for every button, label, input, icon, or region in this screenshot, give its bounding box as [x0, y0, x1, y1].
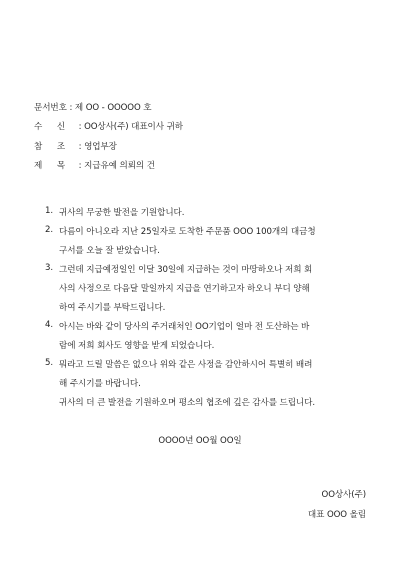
- sender-representative: 대표 OOO 올림: [307, 510, 366, 520]
- doc-number-row: 문서번호 : 제 OO - OOOOO 호: [34, 103, 152, 113]
- item-number: 4.: [45, 320, 53, 330]
- closing-text: 귀사의 더 큰 발전을 기원하오며 평소의 협조에 깊은 감사를 드립니다.: [59, 398, 315, 408]
- recipient-value: OO상사(주) 대표이사 귀하: [84, 122, 183, 132]
- recipient-label: 수 신: [34, 122, 66, 132]
- item-line: 사의 사정으로 다음달 말일까지 지급을 연기하고자 하오니 부디 양해: [59, 284, 310, 294]
- reference-row: 참 조 : 영업부장: [34, 142, 117, 152]
- document-date: OOOO년 OO월 OO일: [158, 436, 242, 446]
- item-number: 5.: [45, 358, 53, 368]
- item-line: 구서를 오늘 잘 받았습니다.: [59, 246, 160, 256]
- item-number: 3.: [45, 263, 53, 273]
- item-line: 해 주시기를 바랍니다.: [59, 379, 141, 389]
- reference-label: 참 조: [34, 142, 66, 152]
- item-line: 아시는 바와 같이 당사의 주거래처인 OO기업이 얼마 전 도산하는 바: [59, 322, 310, 332]
- item-number: 1.: [45, 206, 53, 216]
- item-line: 그런데 지급예정일인 이달 30일에 지급하는 것이 마땅하오나 저희 회: [59, 265, 313, 275]
- item-line: 뭐라고 드릴 말씀은 없으나 위와 같은 사정을 감안하시어 특별히 배려: [59, 360, 313, 370]
- recipient-row: 수 신 : OO상사(주) 대표이사 귀하: [34, 122, 183, 132]
- subject-label: 제 목: [34, 161, 66, 171]
- sender-company: OO상사(주): [321, 490, 366, 500]
- reference-value: 영업부장: [84, 142, 117, 152]
- item-line: 하여 주시기를 부탁드립니다.: [59, 303, 166, 313]
- doc-number-label: 문서번호: [34, 103, 67, 113]
- subject-value: 지급유예 의뢰의 건: [84, 161, 155, 171]
- subject-row: 제 목 : 지급유예 의뢰의 건: [34, 161, 155, 171]
- item-line: 귀사의 무궁한 발전을 기원합니다.: [59, 208, 185, 218]
- item-number: 2.: [45, 225, 53, 235]
- doc-number-value: 제 OO - OOOOO 호: [74, 103, 152, 113]
- item-line: 람에 저희 회사도 영향을 받게 되었습니다.: [59, 341, 215, 351]
- item-line: 다름이 아니오라 지난 25일자로 도착한 주문품 OOO 100개의 대금청: [59, 227, 316, 237]
